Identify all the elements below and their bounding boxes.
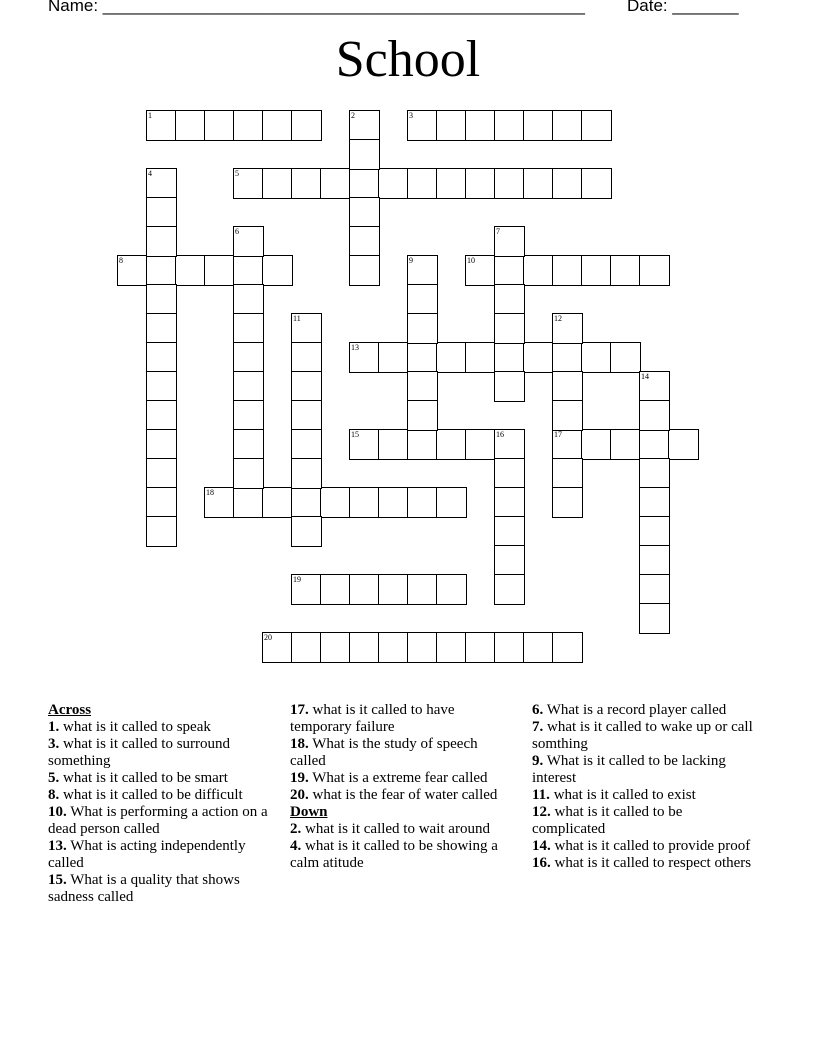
clue-number-label: 4 [148, 169, 152, 178]
grid-cell[interactable] [233, 371, 264, 402]
clue-number-label: 9 [409, 256, 413, 265]
grid-cell[interactable] [349, 168, 380, 199]
grid-cell[interactable] [204, 110, 235, 141]
section-heading: Down [290, 804, 328, 820]
clue-number: 5. [48, 770, 60, 786]
grid-cell[interactable] [146, 342, 177, 373]
grid-cell[interactable] [175, 255, 206, 286]
grid-cell[interactable] [639, 429, 670, 460]
grid-cell[interactable] [494, 313, 525, 344]
clue-number-label: 1 [148, 111, 152, 120]
grid-cell[interactable] [349, 574, 380, 605]
clue-number: 1. [48, 719, 60, 735]
clue-number-label: 6 [235, 227, 239, 236]
grid-cell[interactable] [436, 487, 467, 518]
clue-number: 4. [290, 838, 302, 854]
grid-cell[interactable] [233, 458, 264, 489]
grid-cell[interactable] [523, 255, 554, 286]
grid-cell[interactable] [552, 371, 583, 402]
grid-cell[interactable] [378, 342, 409, 373]
clue-text: what is it called to be showing a calm atitude [290, 838, 498, 871]
clue-item [532, 702, 757, 719]
clue-text: what is the fear of water called [312, 787, 498, 803]
grid-cell[interactable] [291, 371, 322, 402]
grid-cell[interactable] [668, 429, 699, 460]
grid-cell[interactable] [523, 342, 554, 373]
grid-cell[interactable] [407, 632, 438, 663]
grid-cell[interactable] [494, 487, 525, 518]
clue-item [48, 719, 273, 736]
grid-cell[interactable] [146, 429, 177, 460]
grid-cell[interactable] [494, 342, 525, 373]
clue-number: 16. [532, 855, 551, 871]
clue-number-label: 14 [641, 372, 649, 381]
clue-number-label: 15 [351, 430, 359, 439]
grid-cell[interactable] [436, 168, 467, 199]
grid-cell[interactable] [639, 516, 670, 547]
clue-number: 14. [532, 838, 551, 854]
grid-cell[interactable] [407, 342, 438, 373]
clue-text: what is it called to respect others [554, 855, 752, 871]
clue-number: 6. [532, 702, 544, 718]
grid-cell[interactable] [494, 632, 525, 663]
clue-number: 17. [290, 702, 309, 718]
clue-item [48, 838, 273, 872]
grid-cell[interactable] [146, 226, 177, 257]
clue-text: what is it called to surround something [48, 736, 231, 769]
clue-item [290, 787, 515, 804]
clue-text: what is it called to wait around [305, 821, 490, 837]
grid-cell[interactable] [407, 400, 438, 431]
grid-cell[interactable] [233, 313, 264, 344]
date-field-line[interactable]: Date: _______ [627, 0, 739, 15]
grid-cell[interactable] [465, 168, 496, 199]
grid-cell[interactable] [233, 255, 264, 286]
clue-column-2 [290, 702, 515, 872]
clue-number: 13. [48, 838, 67, 854]
clue-text: What is acting independently called [48, 838, 246, 871]
grid-cell[interactable] [407, 487, 438, 518]
grid-cell[interactable] [552, 168, 583, 199]
grid-cell[interactable] [349, 255, 380, 286]
clue-number-label: 7 [496, 227, 500, 236]
clue-item [532, 787, 757, 804]
clue-number-label: 10 [467, 256, 475, 265]
clue-item [48, 872, 273, 906]
grid-cell[interactable] [494, 284, 525, 315]
grid-cell[interactable] [552, 110, 583, 141]
grid-cell[interactable] [436, 632, 467, 663]
grid-cell[interactable] [523, 168, 554, 199]
grid-cell[interactable] [378, 168, 409, 199]
clue-item [48, 736, 273, 770]
clue-number: 2. [290, 821, 302, 837]
grid-cell[interactable] [581, 168, 612, 199]
grid-cell[interactable] [494, 371, 525, 402]
clue-text: what is it called to be smart [63, 770, 228, 786]
grid-cell[interactable] [204, 255, 235, 286]
grid-cell[interactable] [639, 458, 670, 489]
grid-cell[interactable] [465, 632, 496, 663]
clue-number: 8. [48, 787, 60, 803]
clue-number: 18. [290, 736, 309, 752]
clue-number: 20. [290, 787, 309, 803]
clue-text: what is it called to exist [553, 787, 696, 803]
grid-cell[interactable] [610, 342, 641, 373]
clue-number-label: 11 [293, 314, 301, 323]
clue-item [48, 770, 273, 787]
clue-item [532, 838, 757, 855]
grid-cell[interactable] [378, 632, 409, 663]
grid-cell[interactable] [639, 545, 670, 576]
grid-cell[interactable] [291, 516, 322, 547]
clue-number: 10. [48, 804, 67, 820]
grid-cell[interactable] [552, 487, 583, 518]
grid-cell[interactable] [349, 197, 380, 228]
clue-number-label: 13 [351, 343, 359, 352]
clue-item [290, 702, 515, 736]
grid-cell[interactable] [378, 429, 409, 460]
clue-text: what is it called to wake up or call somthing [532, 719, 753, 752]
clue-number: 7. [532, 719, 544, 735]
clue-number: 19. [290, 770, 309, 786]
grid-cell[interactable] [262, 255, 293, 286]
grid-cell[interactable] [436, 574, 467, 605]
grid-cell[interactable] [291, 400, 322, 431]
grid-cell[interactable] [407, 313, 438, 344]
grid-cell[interactable] [494, 574, 525, 605]
grid-cell[interactable] [320, 632, 351, 663]
grid-cell[interactable] [639, 574, 670, 605]
grid-cell[interactable] [639, 603, 670, 634]
grid-cell[interactable] [639, 255, 670, 286]
grid-cell[interactable] [436, 110, 467, 141]
clue-text: what is it called to have temporary failure [290, 702, 455, 735]
grid-cell[interactable] [407, 574, 438, 605]
clue-item [532, 753, 757, 787]
grid-cell[interactable] [233, 400, 264, 431]
grid-cell[interactable] [233, 487, 264, 518]
clue-number-label: 8 [119, 256, 123, 265]
grid-cell[interactable] [233, 429, 264, 460]
clue-text: what is it called to be complicated [532, 804, 683, 837]
grid-cell[interactable] [291, 632, 322, 663]
grid-cell[interactable] [349, 226, 380, 257]
grid-cell[interactable] [146, 313, 177, 344]
grid-cell[interactable] [262, 110, 293, 141]
clue-item [48, 804, 273, 838]
grid-cell[interactable] [378, 487, 409, 518]
clue-text: What is it called to be lacking interest [532, 753, 726, 786]
clue-text: What is a extreme fear called [312, 770, 488, 786]
grid-cell[interactable] [523, 110, 554, 141]
puzzle-title: School [335, 31, 481, 88]
grid-cell[interactable] [407, 168, 438, 199]
grid-cell[interactable] [146, 487, 177, 518]
grid-cell[interactable] [349, 139, 380, 170]
clue-text: what is it called to be difficult [63, 787, 243, 803]
clue-number-label: 19 [293, 575, 301, 584]
clue-text: What is a record player called [546, 702, 727, 718]
grid-cell[interactable] [233, 284, 264, 315]
grid-cell[interactable] [262, 487, 293, 518]
grid-cell[interactable] [494, 110, 525, 141]
grid-cell[interactable] [494, 458, 525, 489]
grid-cell[interactable] [262, 168, 293, 199]
clue-number-label: 2 [351, 111, 355, 120]
grid-cell[interactable] [407, 284, 438, 315]
grid-cell[interactable] [320, 487, 351, 518]
grid-cell[interactable] [581, 342, 612, 373]
grid-cell[interactable] [291, 110, 322, 141]
clue-number: 9. [532, 753, 544, 769]
clue-item [532, 804, 757, 838]
grid-cell[interactable] [291, 487, 322, 518]
grid-cell[interactable] [146, 284, 177, 315]
grid-cell[interactable] [552, 458, 583, 489]
grid-cell[interactable] [581, 429, 612, 460]
clue-item [532, 855, 757, 872]
clue-text: What is a quality that shows sadness called [48, 872, 240, 905]
grid-cell[interactable] [465, 110, 496, 141]
clue-number-label: 12 [554, 314, 562, 323]
clue-text: What is the study of speech called [290, 736, 478, 769]
grid-cell[interactable] [581, 110, 612, 141]
clue-text: what is it called to provide proof [554, 838, 751, 854]
grid-cell[interactable] [436, 429, 467, 460]
grid-cell[interactable] [465, 429, 496, 460]
clue-column-1 [48, 702, 273, 906]
grid-cell[interactable] [349, 632, 380, 663]
grid-cell[interactable] [146, 255, 177, 286]
grid-cell[interactable] [320, 168, 351, 199]
grid-cell[interactable] [610, 429, 641, 460]
grid-cell[interactable] [581, 255, 612, 286]
clue-item [290, 838, 515, 872]
clue-item [290, 736, 515, 770]
clue-item [290, 770, 515, 787]
grid-cell[interactable] [407, 429, 438, 460]
clue-column-3 [532, 702, 757, 872]
grid-cell[interactable] [494, 545, 525, 576]
grid-cell[interactable] [146, 400, 177, 431]
grid-cell[interactable] [349, 487, 380, 518]
grid-cell[interactable] [291, 429, 322, 460]
grid-cell[interactable] [407, 371, 438, 402]
clue-number-label: 3 [409, 111, 413, 120]
clue-number-label: 20 [264, 633, 272, 642]
clue-item [48, 787, 273, 804]
grid-cell[interactable] [639, 400, 670, 431]
grid-cell[interactable] [494, 168, 525, 199]
grid-cell[interactable] [146, 197, 177, 228]
grid-cell[interactable] [552, 342, 583, 373]
grid-cell[interactable] [552, 255, 583, 286]
grid-cell[interactable] [610, 255, 641, 286]
clue-number-label: 5 [235, 169, 239, 178]
grid-cell[interactable] [639, 487, 670, 518]
clue-number-label: 16 [496, 430, 504, 439]
grid-cell[interactable] [146, 516, 177, 547]
section-heading: Across [48, 702, 92, 718]
grid-cell[interactable] [552, 632, 583, 663]
grid-cell[interactable] [494, 516, 525, 547]
clue-number: 11. [532, 787, 550, 803]
clue-item [290, 821, 515, 838]
clue-number: 12. [532, 804, 551, 820]
grid-cell[interactable] [233, 110, 264, 141]
grid-cell[interactable] [291, 342, 322, 373]
clue-number-label: 18 [206, 488, 214, 497]
grid-cell[interactable] [465, 342, 496, 373]
grid-cell[interactable] [552, 400, 583, 431]
grid-cell[interactable] [146, 371, 177, 402]
grid-cell[interactable] [494, 255, 525, 286]
grid-cell[interactable] [291, 168, 322, 199]
clue-number: 3. [48, 736, 60, 752]
grid-cell[interactable] [436, 342, 467, 373]
name-field-line[interactable]: Name: ___________________________________________________ [48, 0, 585, 15]
grid-cell[interactable] [233, 342, 264, 373]
grid-cell[interactable] [523, 632, 554, 663]
clue-text: What is performing a action on a dead person called [48, 804, 268, 837]
clue-text: what is it called to speak [63, 719, 211, 735]
clue-number-label: 17 [554, 430, 562, 439]
grid-cell[interactable] [175, 110, 206, 141]
clue-item [532, 719, 757, 753]
grid-cell[interactable] [320, 574, 351, 605]
clue-number: 15. [48, 872, 67, 888]
grid-cell[interactable] [146, 458, 177, 489]
grid-cell[interactable] [378, 574, 409, 605]
grid-cell[interactable] [291, 458, 322, 489]
